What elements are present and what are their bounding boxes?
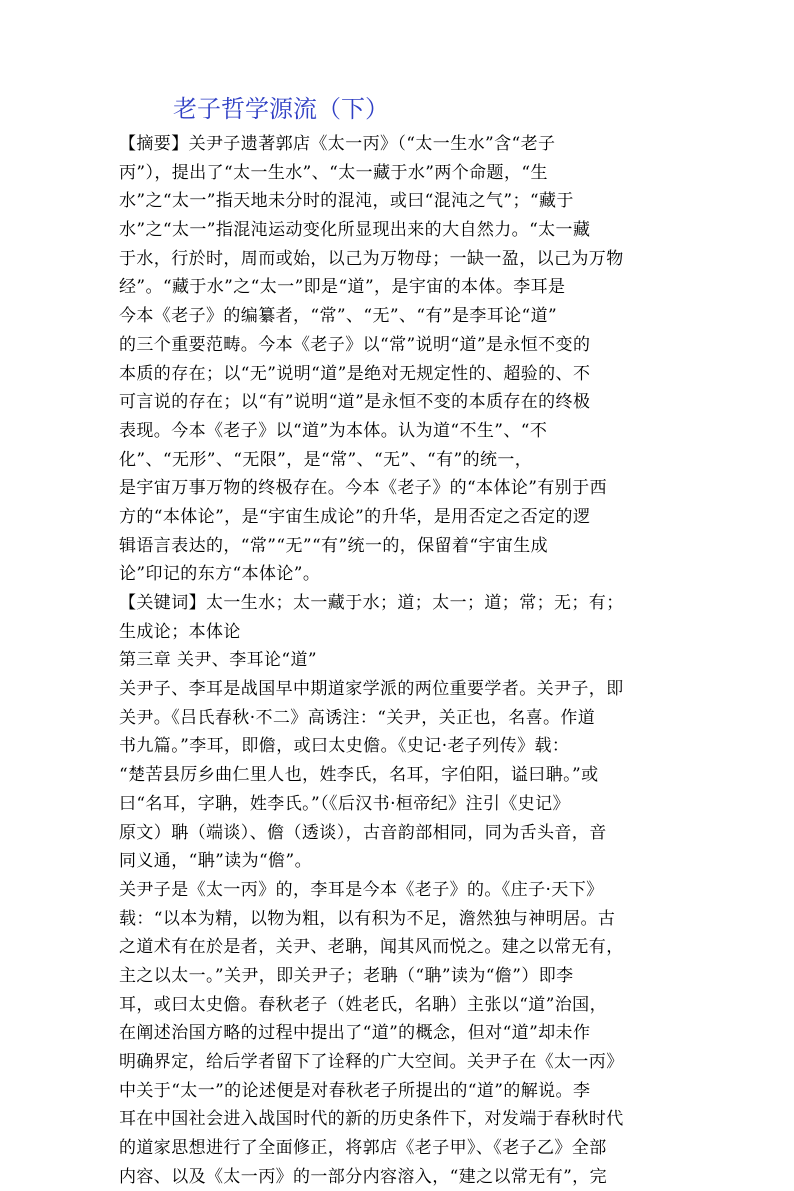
text-line: 曰“名耳，字聃，姓李氏。”（《后汉书·桓帝纪》注引《史记》 (119, 793, 570, 814)
text-line: 原文）聃（端谈）、儋（透谈），古音韵部相同，同为舌头音，音 (119, 822, 607, 843)
text-line: 中关于“太一”的论述便是对春秋老子所提出的“道”的解说。李 (119, 1080, 591, 1101)
text-line: 方的“本体论”，是“宇宙生成论”的升华，是用否定之否定的逻 (119, 506, 591, 527)
document-title: 老子哲学源流（下） (173, 95, 389, 123)
text-line: 关尹。《吕氏春秋·不二》高诱注：“关尹，关正也，名喜。作道 (119, 707, 596, 728)
text-line: 辑语言表达的，“常”“无”“有”统一的，保留着“宇宙生成 (119, 535, 549, 556)
text-line: 的道家思想进行了全面修正，将郭店《老子甲》、《老子乙》全部 (119, 1138, 607, 1159)
text-line: 化”、“无形”、“无限”，是“常”、“无”、“有”的统一， (119, 449, 533, 470)
text-line: 表现。今本《老子》以“道”为本体。认为道“不生”、“不 (119, 420, 548, 441)
text-line: 【摘要】关尹子遗著郭店《太一丙》（“太一生水”含“老子 (119, 134, 556, 154)
text-line: 于水，行於时，周而或始，以己为万物母；一缺一盈，以己为万物 (119, 248, 624, 269)
text-line: 关尹子、李耳是战国早中期道家学派的两位重要学者。关尹子，即 (119, 679, 624, 700)
text-line: 明确界定，给后学者留下了诠释的广大空间。关尹子在《太一丙》 (119, 1052, 624, 1072)
text-line: 耳在中国社会进入战国时代的新的历史条件下，对发端于春秋时代 (119, 1109, 624, 1130)
text-line: “楚苦县厉乡曲仁里人也，姓李氏，名耳，字伯阳，谥曰聃。”或 (119, 765, 599, 786)
text-line: 主之以太一。”关尹，即关尹子；老聃（“聃”读为“儋”）即李 (119, 965, 574, 986)
text-line: 今本《老子》的编纂者，“常”、“无”、“有”是李耳论“道” (119, 306, 558, 327)
text-line: 【关键词】太一生水；太一藏于水；道；太一；道；常；无；有； (119, 593, 624, 613)
text-line: 本质的存在；以“无”说明“道”是绝对无规定性的、超验的、不 (119, 363, 591, 384)
text-line: 内容、以及《太一丙》的一部分内容溶入，“建之以常无有”，完 (119, 1166, 607, 1187)
text-line: 耳，或曰太史儋。春秋老子（姓老氏，名聃）主张以“道”治国， (119, 994, 607, 1015)
text-line: 载：“以本为精，以物为粗，以有积为不足，澹然独与神明居。古 (119, 908, 616, 929)
text-line: 是宇宙万事万物的终极存在。今本《老子》的“本体论”有别于西 (119, 478, 607, 499)
text-line: 关尹子是《太一丙》的，李耳是今本《老子》的。《庄子·天下》 (119, 879, 604, 900)
document-body (119, 130, 679, 1191)
text-line: 经”。“藏于水”之“太一”即是“道”，是宇宙的本体。李耳是 (119, 277, 566, 298)
text-line: 生成论；本体论 (119, 621, 241, 642)
text-line: 第三章 关尹、李耳论“道” (119, 650, 317, 671)
text-line: 论”印记的东方“本体论”。 (119, 564, 321, 585)
text-line: 可言说的存在；以“有”说明“道”是永恒不变的本质存在的终极 (119, 392, 591, 413)
text-line: 丙”），提出了“太一生水”、“太一藏于水”两个命题，“生 (119, 162, 548, 183)
text-line: 水”之“太一”指混沌运动变化所显现出来的大自然力。“太一藏 (119, 220, 591, 241)
text-line: 的三个重要范畴。今本《老子》以“常”说明“道”是永恒不变的 (119, 334, 591, 355)
text-line: 在阐述治国方略的过程中提出了“道”的概念，但对“道”却未作 (119, 1023, 591, 1044)
text-line: 之道术有在於是者，关尹、老聃，闻其风而悦之。建之以常无有， (119, 937, 624, 958)
text-line: 同义通，“聃”读为“儋”。 (119, 851, 312, 872)
text-line: 水”之“太一”指天地未分时的混沌，或曰“混沌之气”；“藏于 (119, 191, 574, 212)
text-line: 书九篇。”李耳，即儋，或曰太史儋。《史记·老子列传》载： (119, 736, 570, 757)
